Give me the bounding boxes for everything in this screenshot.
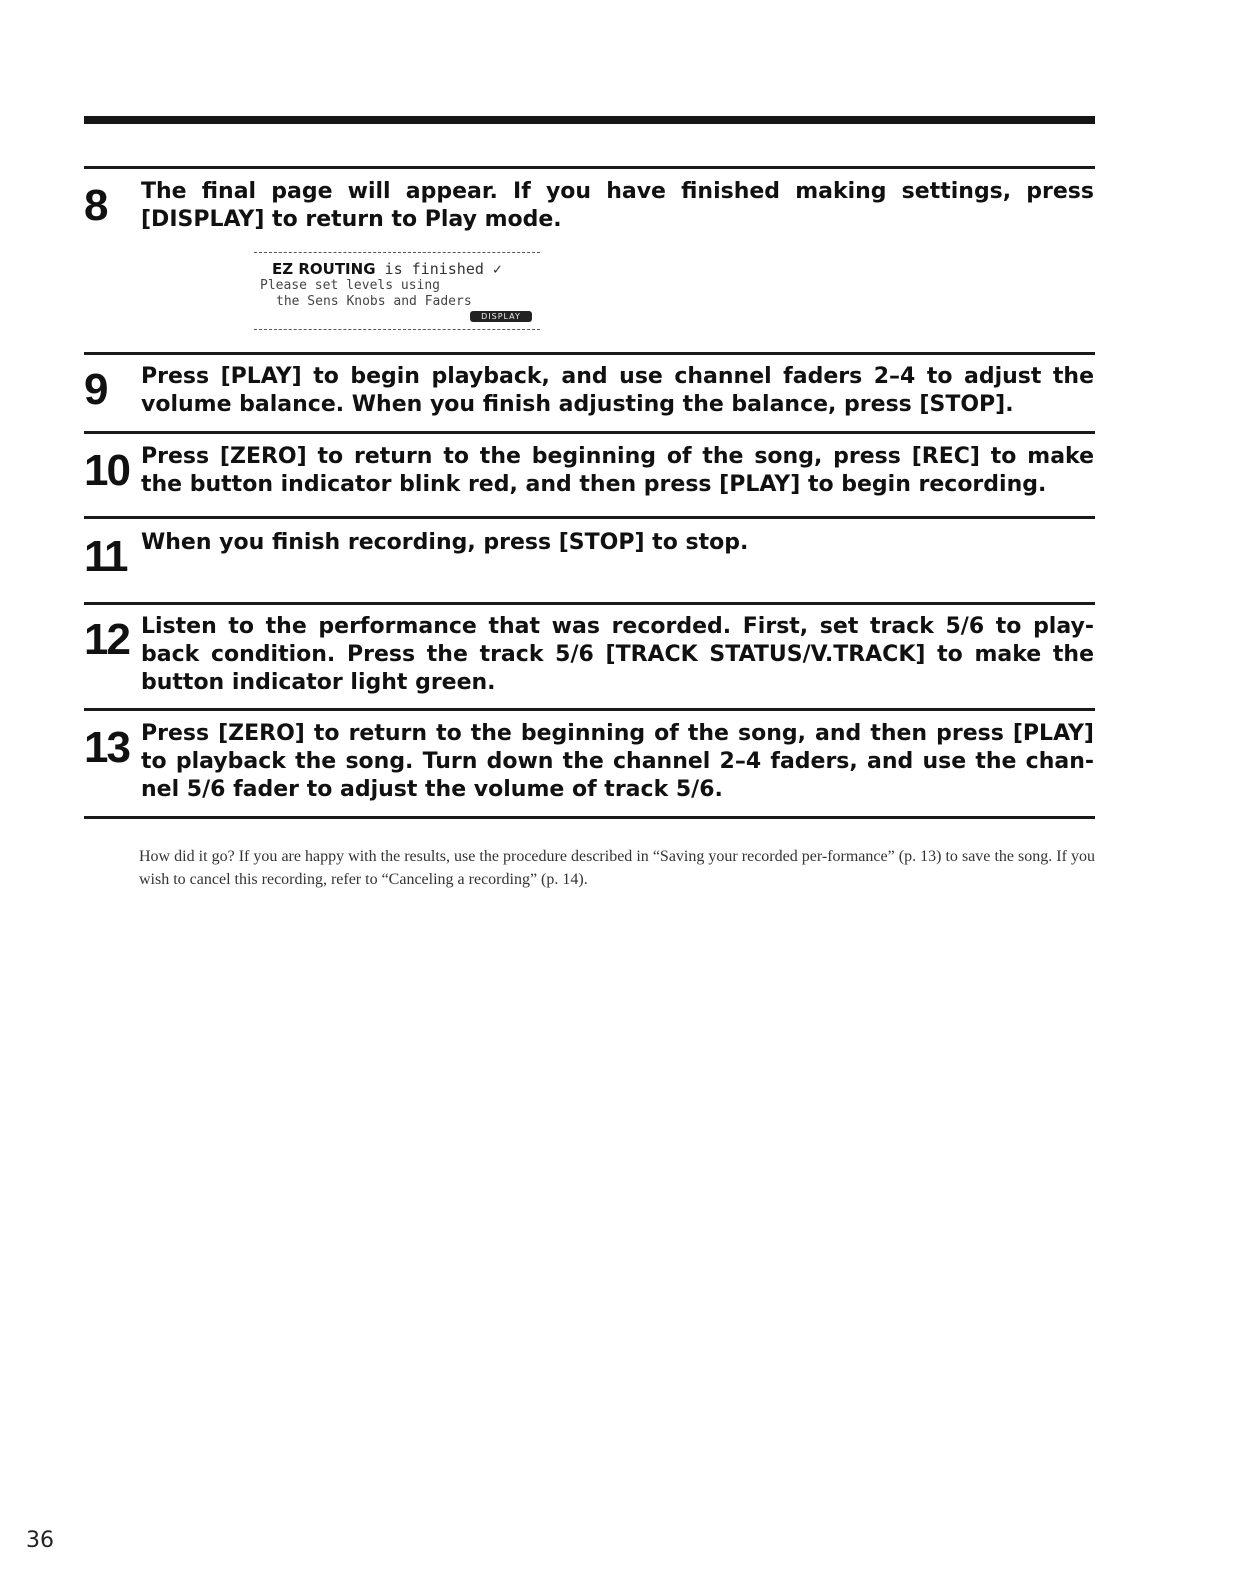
step-divider bbox=[84, 602, 1095, 605]
lcd-line-3: the Sens Knobs and Faders bbox=[276, 294, 472, 309]
result-note: How did it go? If you are happy with the results, use the procedure described in “Saving your recorded per-formance” (p. 13) to save the song. If you wish to cancel this recording, refer to “Canceling a recording” (p. 14). bbox=[139, 848, 1095, 888]
step-text: Listen to the performance that was recorded. First, set track 5/6 to play-back condition. Press the track 5/6 [TRACK STATUS/V.TRACK] to make the button indicator light green. bbox=[141, 614, 1094, 695]
step-divider bbox=[84, 516, 1095, 519]
lcd-title-suffix: is finished ✓ bbox=[384, 260, 502, 278]
lcd-display bbox=[254, 252, 540, 330]
lcd-border-bottom bbox=[254, 327, 540, 330]
step-text: When you finish recording, press [STOP] to stop. bbox=[141, 530, 749, 555]
lcd-title: EZ ROUTING bbox=[272, 260, 376, 278]
step-text: Press [PLAY] to begin playback, and use channel faders 2–4 to adjust the volume balance. When you finish adjusting the balance, press [STOP]. bbox=[141, 364, 1094, 417]
step-number: 11 bbox=[84, 532, 127, 581]
header-rule bbox=[84, 116, 1095, 124]
step-divider bbox=[84, 352, 1095, 355]
step-number: 12 bbox=[84, 615, 129, 664]
step-text: Press [ZERO] to return to the beginning of the song, and then press [PLAY] to playback the song. Turn down the channel 2–4 faders, and use the chan-nel 5/6 fader to adjust the volume of track 5/6. bbox=[141, 721, 1094, 802]
page-number: 36 bbox=[26, 1528, 54, 1553]
lcd-line-2: Please set levels using bbox=[260, 278, 441, 293]
step-number: 9 bbox=[84, 365, 107, 414]
step-text: Press [ZERO] to return to the beginning of the song, press [REC] to make the button indicator blink red, and then press [PLAY] to begin recording. bbox=[141, 444, 1094, 497]
step-number: 13 bbox=[84, 723, 129, 772]
step-divider bbox=[84, 431, 1095, 434]
lcd-border-top bbox=[254, 252, 540, 255]
lcd-line-1 bbox=[272, 260, 502, 278]
step-divider bbox=[84, 166, 1095, 169]
step-number: 8 bbox=[84, 181, 107, 230]
step-number: 10 bbox=[84, 446, 129, 495]
lcd-display-button: DISPLAY bbox=[470, 311, 532, 322]
step-text: The final page will appear. If you have finished making settings, press [DISPLAY] to return to Play mode. bbox=[141, 179, 1094, 232]
step-divider bbox=[84, 708, 1095, 711]
section-end-rule bbox=[84, 816, 1095, 819]
